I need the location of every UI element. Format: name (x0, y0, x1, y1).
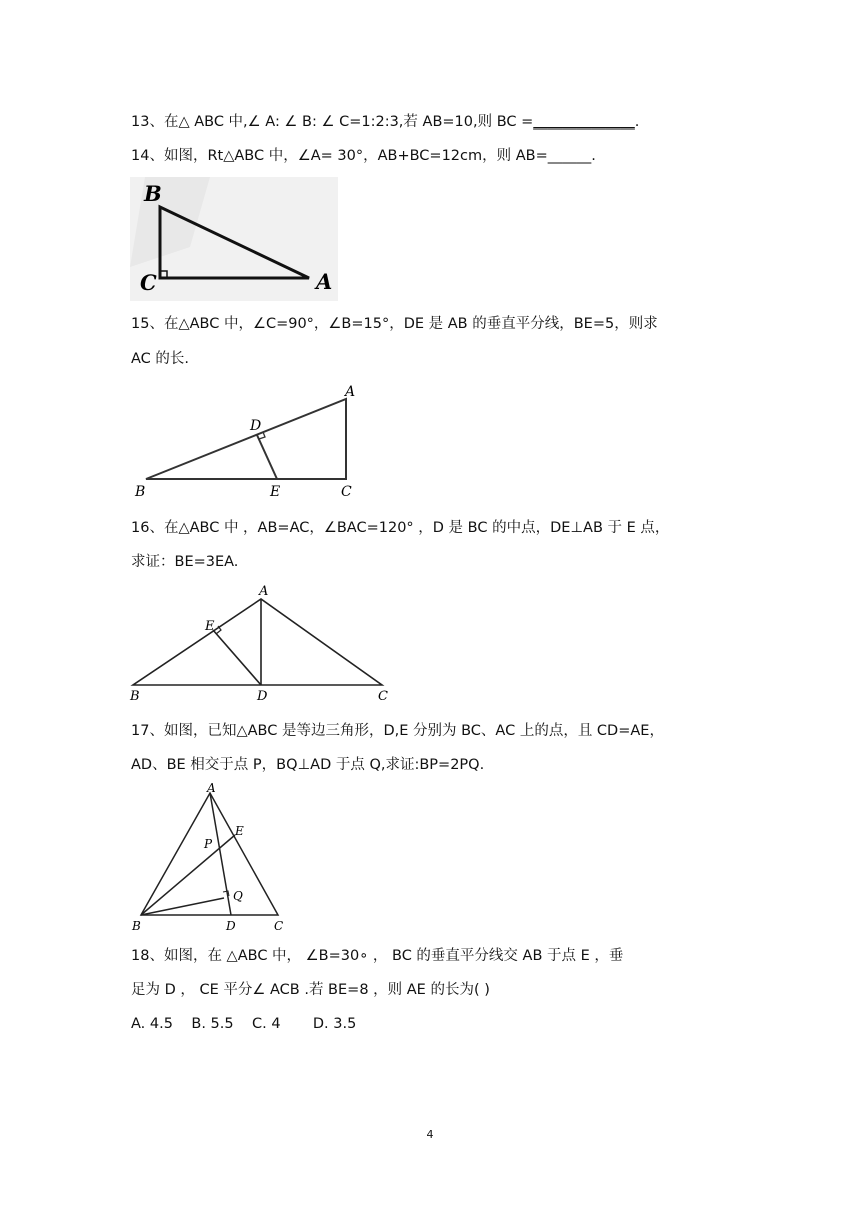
question-15-line-2: AC 的长. (131, 351, 190, 367)
label-b: B (130, 689, 140, 704)
figure-14 (130, 177, 338, 301)
label-c: C (274, 919, 284, 933)
question-17-line-2: AD、BE 相交于点 P，BQ⊥AD 于点 Q,求证:BP=2PQ. (131, 757, 485, 773)
question-13 (131, 112, 639, 132)
question-13-tail: . (634, 114, 640, 130)
question-18-line-2: 足为 D ， CE 平分∠ ACB .若 BE=8 ，则 AE 的长为( ) (131, 982, 490, 998)
label-b: B (135, 484, 146, 500)
label-b: B (132, 919, 141, 933)
label-a: A (316, 269, 333, 294)
label-e: E (235, 824, 244, 838)
label-c: C (378, 689, 388, 704)
label-q: Q (233, 889, 243, 903)
figure-16 (128, 583, 394, 705)
label-b: B (144, 181, 162, 206)
segment-de (213, 630, 261, 685)
segment-be (141, 835, 235, 915)
label-a: A (207, 781, 216, 795)
triangle-abc (146, 399, 346, 479)
question-16-line-1: 16、在△ABC 中 ，AB=AC，∠BAC=120° ，D 是 BC 的中点，DE⊥AB 于 E 点， (131, 520, 670, 536)
segment-bq (141, 898, 224, 915)
triangle-abc (133, 599, 382, 685)
label-a: A (345, 384, 356, 400)
question-18-options: A. 4.5 B. 5.5 C. 4 D. 3.5 (131, 1016, 357, 1032)
figure-17 (128, 780, 296, 936)
question-15-line-1: 15、在△ABC 中，∠C=90°，∠B=15°，DE 是 AB 的垂直平分线，BE=5，则求 (131, 316, 658, 332)
page-number: 4 (426, 1128, 434, 1141)
label-d: D (226, 919, 236, 933)
label-d: D (257, 689, 268, 704)
question-18-line-1: 18、如图，在 △ABC 中， ∠B=30∘ ， BC 的垂直平分线交 AB 于点 E ，垂 (131, 948, 624, 964)
segment-de (257, 435, 277, 479)
question-14: 14、如图，Rt△ABC 中，∠A= 30°，AB+BC=12cm，则 AB=______. (131, 148, 596, 164)
question-17-line-1: 17、如图，已知△ABC 是等边三角形，D,E 分别为 BC、AC 上的点，且 CD=AE， (131, 723, 664, 739)
label-p: P (204, 837, 213, 851)
question-13-text: 13、在△ ABC 中,∠ A: ∠ B: ∠ C=1:2:3,若 AB=10,则 BC = (131, 114, 534, 130)
label-d: D (250, 418, 262, 434)
label-e: E (205, 619, 215, 634)
figure-15 (130, 380, 370, 502)
question-13-blank: ______________ (533, 114, 635, 130)
label-c: C (140, 270, 157, 295)
label-e: E (270, 484, 281, 500)
label-c: C (341, 484, 352, 500)
label-a: A (259, 584, 269, 599)
question-16-line-2: 求证：BE=3EA. (131, 554, 239, 570)
